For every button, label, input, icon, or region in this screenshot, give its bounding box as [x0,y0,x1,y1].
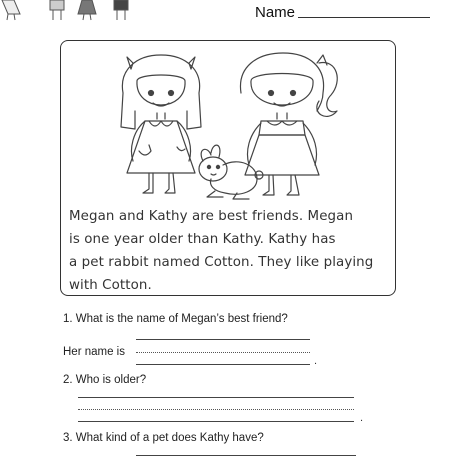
answer-1-dotted-line[interactable] [136,352,310,353]
answer-1-base-line[interactable] [136,364,310,365]
answer-2-period: . [360,412,364,424]
kid-figure-icon [114,0,128,20]
question-1-text: 1. What is the name of Megan’s best friend? [63,313,288,325]
kid-figure-icon [50,0,64,20]
answer-2-dotted-line[interactable] [78,409,354,410]
story-text [69,205,389,297]
answer-2-base-line[interactable] [78,421,354,422]
story-illustration [61,41,397,203]
story-line: with Cotton. [69,278,152,293]
story-line: Megan and Kathy are best friends. Megan [69,209,354,224]
answer-3-line[interactable] [136,455,356,456]
name-input-line[interactable] [298,17,430,18]
name-label: Name [255,4,296,21]
answer-1-period: . [314,355,318,367]
answer-2-line[interactable] [78,397,354,398]
rabbit-figure-icon [199,145,263,199]
story-line: a pet rabbit named Cotton. They like playing [69,255,374,270]
story-line: is one year older than Kathy. Kathy has [69,232,336,247]
story-box [60,40,396,296]
question-3-text: 3. What kind of a pet does Kathy have? [63,432,264,444]
kid-figure-icon [2,0,20,20]
answer-1-line[interactable] [136,339,310,340]
answer-1-prefix: Her name is [63,346,125,358]
kids-strip-image [0,0,140,22]
kid-figure-icon [78,0,96,20]
megan-figure-icon [121,55,201,193]
question-2-text: 2. Who is older? [63,374,147,386]
